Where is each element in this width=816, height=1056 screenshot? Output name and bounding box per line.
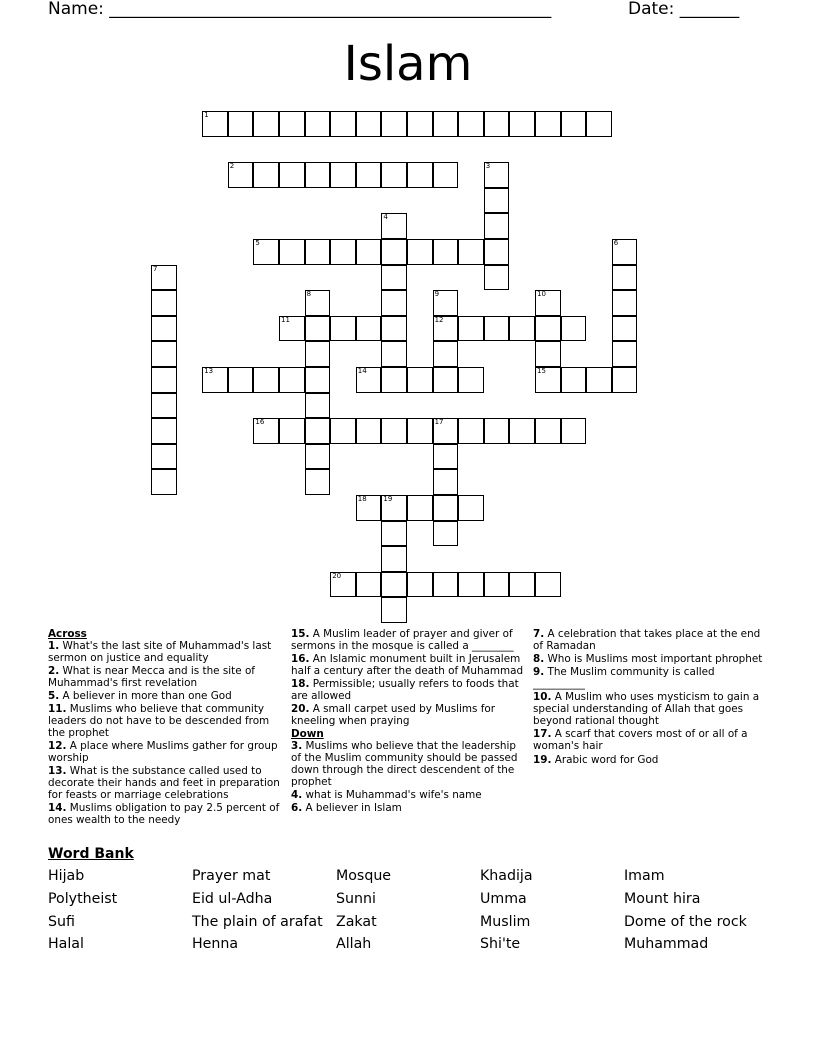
crossword-cell[interactable] [279, 239, 305, 265]
crossword-cell[interactable] [381, 316, 407, 342]
crossword-cell[interactable] [279, 162, 305, 188]
crossword-cell[interactable] [535, 341, 561, 367]
crossword-cell[interactable] [305, 290, 331, 316]
crossword-cell[interactable] [484, 572, 510, 598]
clues-column-1 [48, 629, 284, 829]
crossword-cell[interactable] [433, 469, 459, 495]
clue-number: 16 [255, 418, 265, 427]
word-bank-item: Shi'te [480, 936, 521, 952]
crossword-cell[interactable] [381, 418, 407, 444]
down-clue-8: 8. Who is Muslims most important phrophet [533, 653, 763, 666]
crossword-cell[interactable] [381, 265, 407, 291]
crossword-cell[interactable] [381, 111, 407, 137]
clues-column-3 [533, 629, 769, 768]
crossword-cell[interactable] [305, 239, 331, 265]
crossword-cell[interactable] [612, 265, 638, 291]
crossword-cell[interactable] [356, 316, 382, 342]
word-bank-item: Sufi [48, 914, 75, 930]
crossword-cell[interactable] [305, 162, 331, 188]
crossword-cell[interactable] [253, 162, 279, 188]
crossword-cell[interactable] [561, 111, 587, 137]
crossword-cell[interactable] [433, 239, 459, 265]
crossword-cell[interactable] [253, 239, 279, 265]
crossword-cell[interactable] [535, 290, 561, 316]
down-clue-6: 6. A believer in Islam [291, 802, 402, 815]
down-clue-4: 4. what is Muhammad's wife's name [291, 789, 482, 802]
word-bank-title: Word Bank [48, 846, 134, 862]
clue-number: 18 [357, 495, 367, 503]
word-bank-item: Halal [48, 936, 84, 952]
crossword-cell[interactable] [381, 495, 407, 521]
crossword-cell[interactable] [484, 213, 510, 239]
down-heading: Down [291, 728, 324, 741]
crossword-cell[interactable] [151, 341, 177, 367]
crossword-cell[interactable] [484, 239, 510, 265]
clue-number: 14 [357, 367, 367, 375]
crossword-cell[interactable] [151, 290, 177, 316]
crossword-cell[interactable] [535, 572, 561, 598]
crossword-cell[interactable] [305, 418, 331, 444]
crossword-cell[interactable] [407, 367, 433, 393]
word-bank-item: The plain of arafat [192, 914, 323, 930]
crossword-cell[interactable] [458, 418, 484, 444]
crossword-cell[interactable] [356, 367, 382, 393]
word-bank-item: Dome of the rock [624, 914, 747, 930]
word-bank-item: Prayer mat [192, 868, 271, 884]
crossword-cell[interactable] [509, 316, 535, 342]
crossword-cell[interactable] [612, 341, 638, 367]
crossword-cell[interactable] [330, 162, 356, 188]
clue-number: 2 [229, 162, 235, 171]
across-heading: Across [48, 628, 87, 640]
clue-number: 11 [281, 315, 290, 324]
crossword-cell[interactable] [253, 367, 279, 393]
across-clue-13: 13. What is the substance called used to decorate their hands and feet in preparation for feasts or marriage celebrations [48, 765, 280, 802]
crossword-cell[interactable] [305, 393, 331, 419]
crossword-cell[interactable] [407, 418, 433, 444]
crossword-cell[interactable] [356, 111, 382, 137]
across-clue-12: 12. A place where Muslims gather for group worship [48, 740, 278, 765]
crossword-cell[interactable] [151, 393, 177, 419]
crossword-cell[interactable] [509, 572, 535, 598]
crossword-cell[interactable] [433, 572, 459, 598]
crossword-cell[interactable] [458, 495, 484, 521]
crossword-cell[interactable] [305, 316, 331, 342]
crossword-cell[interactable] [484, 111, 510, 137]
word-bank-item: Mosque [336, 868, 392, 884]
clue-number: 1 [204, 111, 209, 119]
crossword-cell[interactable] [586, 367, 612, 393]
word-bank-item: Allah [336, 936, 372, 952]
across-clue-16: 16. An Islamic monument built in Jerusalem half a century after the death of Muhammad [291, 653, 524, 678]
crossword-cell[interactable] [509, 111, 535, 137]
crossword-cell[interactable] [279, 111, 305, 137]
across-clue-20: 20. A small carpet used by Muslims for kneeling when praying [291, 703, 496, 728]
crossword-cell[interactable] [561, 316, 587, 342]
crossword-cell[interactable] [484, 418, 510, 444]
crossword-cell[interactable] [253, 418, 279, 444]
across-clue-1: 1. What's the last site of Muhammad's last sermon on justice and equality [48, 639, 272, 664]
crossword-cell[interactable] [356, 495, 382, 521]
crossword-cell[interactable] [381, 597, 407, 623]
crossword-cell[interactable] [433, 316, 459, 342]
crossword-cell[interactable] [381, 239, 407, 265]
crossword-cell[interactable] [612, 290, 638, 316]
crossword-cell[interactable] [228, 162, 254, 188]
crossword-cell[interactable] [151, 444, 177, 470]
crossword-cell[interactable] [151, 316, 177, 342]
clue-number: 7 [153, 264, 158, 273]
name-field-label[interactable]: Name: ____________________________________________________ [48, 0, 552, 19]
crossword-cell[interactable] [253, 111, 279, 137]
crossword-cell[interactable] [356, 239, 382, 265]
down-clue-7: 7. A celebration that takes place at the end of Ramadan [533, 628, 761, 652]
crossword-cell[interactable] [330, 316, 356, 342]
crossword-cell[interactable] [433, 521, 459, 547]
word-bank-item: Hijab [48, 868, 85, 884]
crossword-cell[interactable] [407, 111, 433, 137]
across-clue-18: 18. Permissible; usually refers to foods that are allowed [291, 678, 519, 703]
clues-column-2 [291, 629, 527, 817]
crossword-cell[interactable] [535, 316, 561, 342]
clue-number: 13 [204, 367, 214, 375]
down-clue-19: 19. Arabic word for God [533, 753, 659, 766]
crossword-cell[interactable] [151, 418, 177, 444]
crossword-cell[interactable] [381, 341, 407, 367]
crossword-cell[interactable] [407, 239, 433, 265]
word-bank [48, 845, 778, 952]
crossword-cell[interactable] [433, 341, 459, 367]
crossword-cell[interactable] [330, 111, 356, 137]
crossword-cell[interactable] [381, 521, 407, 547]
crossword-cell[interactable] [535, 111, 561, 137]
date-field-label[interactable]: Date: _______ [628, 0, 740, 19]
crossword-cell[interactable] [484, 316, 510, 342]
crossword-cell[interactable] [484, 162, 510, 188]
clue-number: 10 [537, 290, 546, 299]
crossword-cell[interactable] [535, 367, 561, 393]
crossword-cell[interactable] [279, 418, 305, 444]
crossword-cell[interactable] [433, 495, 459, 521]
clue-number: 9 [434, 290, 440, 299]
crossword-cell[interactable] [433, 418, 459, 444]
crossword-cell[interactable] [433, 367, 459, 393]
clue-number: 4 [383, 213, 388, 222]
crossword-cell[interactable] [612, 239, 638, 265]
across-clue-2: 2. What is near Mecca and is the site of Muhammad's first revelation [48, 665, 255, 689]
crossword-cell[interactable] [381, 546, 407, 572]
crossword-cell[interactable] [330, 418, 356, 444]
crossword-cell[interactable] [305, 367, 331, 393]
crossword-cell[interactable] [305, 111, 331, 137]
crossword-cell[interactable] [433, 444, 459, 470]
crossword-cell[interactable] [151, 469, 177, 495]
crossword-cell[interactable] [330, 239, 356, 265]
crossword-cell[interactable] [228, 367, 254, 393]
crossword-cell[interactable] [484, 265, 510, 291]
clue-number: 6 [613, 239, 619, 247]
crossword-cell[interactable] [433, 111, 459, 137]
crossword-cell[interactable] [561, 367, 587, 393]
crossword-cell[interactable] [407, 162, 433, 188]
crossword-cell[interactable] [202, 111, 228, 137]
crossword-cell[interactable] [279, 367, 305, 393]
crossword-cell[interactable] [151, 367, 177, 393]
across-clue-15: 15. A Muslim leader of prayer and giver of sermons in the mosque is called a ________ [291, 628, 514, 652]
crossword-cell[interactable] [458, 316, 484, 342]
crossword-cell[interactable] [151, 265, 177, 291]
down-clue-17: 17. A scarf that covers most of or all of a woman's hair [533, 728, 748, 753]
clue-number: 12 [434, 315, 444, 324]
word-bank-item: Polytheist [48, 891, 118, 907]
crossword-cell[interactable] [305, 444, 331, 470]
across-clue-11: 11. Muslims who believe that community leaders do not have to be descended from the prophet [48, 703, 270, 740]
down-clue-10: 10. A Muslim who uses mysticism to gain a special understanding of Allah that goes beyond rational thought [533, 691, 760, 728]
crossword-cell[interactable] [381, 162, 407, 188]
crossword-cell[interactable] [458, 367, 484, 393]
crossword-cell[interactable] [458, 111, 484, 137]
crossword-cell[interactable] [407, 495, 433, 521]
crossword-cell[interactable] [407, 572, 433, 598]
crossword-cell[interactable] [509, 418, 535, 444]
crossword-cell[interactable] [535, 418, 561, 444]
crossword-cell[interactable] [381, 572, 407, 598]
crossword-cell[interactable] [458, 239, 484, 265]
word-bank-item: Mount hira [624, 891, 701, 907]
page-title: Islam [343, 36, 473, 92]
crossword-cell[interactable] [305, 469, 331, 495]
crossword-cell[interactable] [279, 316, 305, 342]
word-bank-item: Imam [624, 868, 665, 884]
crossword-cell[interactable] [612, 367, 638, 393]
word-bank-item: Muslim [480, 914, 531, 930]
down-clue-3: 3. Muslims who believe that the leadership of the Muslim community should be passed down through the direct descendent of the prophet [291, 740, 518, 789]
clue-number: 19 [383, 495, 393, 503]
clue-number: 3 [485, 162, 491, 171]
crossword-cell[interactable] [586, 111, 612, 137]
clue-number: 8 [306, 290, 312, 299]
clue-number: 5 [255, 239, 260, 247]
crossword-cell[interactable] [458, 572, 484, 598]
crossword-cell[interactable] [612, 316, 638, 342]
crossword-cell[interactable] [330, 572, 356, 598]
word-bank-item: Henna [192, 936, 239, 952]
crossword-cell[interactable] [356, 418, 382, 444]
word-bank-item: Sunni [336, 891, 376, 907]
word-bank-item: Khadija [480, 868, 533, 884]
word-bank-item: Eid ul-Adha [192, 891, 273, 907]
crossword-cell[interactable] [305, 341, 331, 367]
word-bank-item: Muhammad [624, 936, 709, 952]
crossword-cell[interactable] [356, 162, 382, 188]
across-clue-5: 5. A believer in more than one God [48, 690, 232, 703]
down-clue-9: 9. The Muslim community is called __________ [533, 666, 715, 691]
crossword-cell[interactable] [484, 188, 510, 214]
crossword-cell[interactable] [228, 111, 254, 137]
crossword-cell[interactable] [561, 418, 587, 444]
crossword-cell[interactable] [381, 367, 407, 393]
crossword-cell[interactable] [381, 213, 407, 239]
crossword-cell[interactable] [202, 367, 228, 393]
across-clue-14: 14. Muslims obligation to pay 2.5 percent of ones wealth to the needy [48, 802, 280, 827]
crossword-cell[interactable] [356, 572, 382, 598]
word-bank-item: Zakat [336, 914, 377, 930]
crossword-cell[interactable] [433, 290, 459, 316]
crossword-cell[interactable] [381, 290, 407, 316]
clue-number: 17 [434, 418, 444, 427]
clue-number: 20 [332, 571, 342, 580]
crossword-cell[interactable] [433, 162, 459, 188]
word-bank-item: Umma [480, 891, 527, 907]
clue-number: 15 [537, 367, 546, 375]
